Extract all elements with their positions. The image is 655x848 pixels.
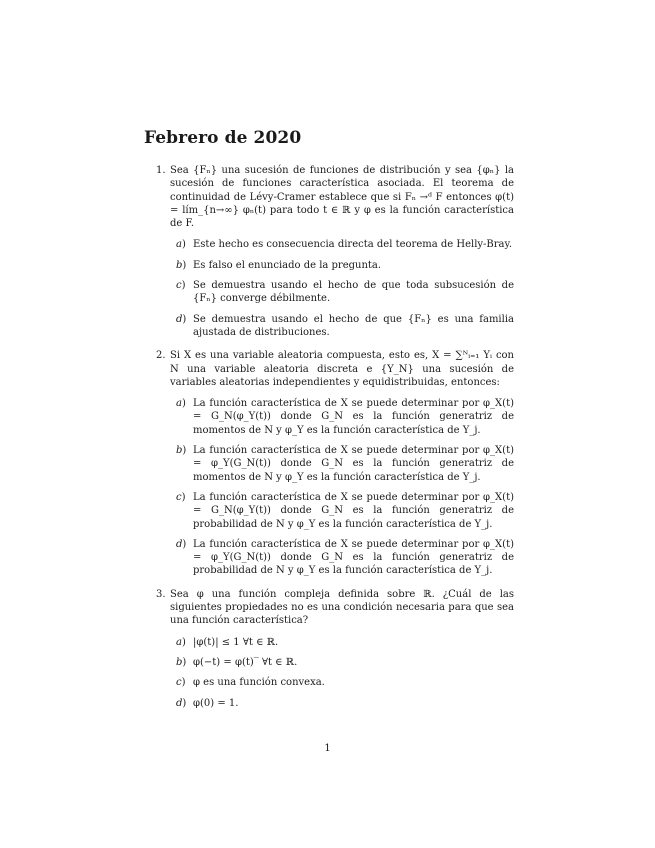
option-b [170, 444, 514, 484]
option-text: φ es una función convexa. [193, 677, 325, 689]
question-number: 3. [156, 588, 166, 600]
question-2 [144, 349, 514, 577]
option-letter: c ) [176, 491, 186, 504]
option-letter: d ) [176, 697, 186, 710]
section-title: Febrero de 2020 [144, 128, 302, 148]
question-1 [144, 164, 514, 339]
option-letter: a ) [176, 636, 186, 649]
option-letter: d ) [176, 538, 186, 551]
options-list [170, 636, 514, 710]
page-number: 1 [324, 743, 331, 754]
option-b [170, 259, 514, 272]
option-text: φ(0) = 1. [193, 697, 239, 709]
option-d [170, 538, 514, 578]
question-number: 1. [156, 165, 166, 176]
option-text: La función característica de X se puede determinar por φ_X(t) = G_N(φ_Y(t)) donde G_N es la función generatriz de momentos de N y φ_Y es la función característica de Y_j. [193, 398, 514, 436]
question-text: Si X es una variable aleatoria compuesta, esto es, X = ∑ᴺᵢ₌₁ Yᵢ con N una variable aleatoria discreta e {Y_N} una sucesión de variables aleatorias independientes y equidistribuidas, entonces: [170, 350, 514, 388]
option-text: La función característica de X se puede determinar por φ_X(t) = φ_Y(G_N(t)) donde G_N es la función generatriz de probabilidad de N y φ_Y es la función característica de Y_j. [193, 538, 514, 577]
option-letter: d ) [176, 313, 186, 326]
option-a [170, 636, 514, 649]
question-text: Sea φ una función compleja definida sobre ℝ. ¿Cuál de las siguientes propiedades no es una condición necesaria para que sea una función característica? [170, 588, 514, 627]
option-text: La función característica de X se puede determinar por φ_X(t) = G_N(φ_Y(t)) donde G_N es la función generatriz de probabilidad de N y φ_Y es la función característica de Y_j. [193, 491, 514, 530]
option-d [170, 697, 514, 710]
option-letter: b ) [176, 259, 186, 272]
document-page [144, 128, 514, 720]
question-number: 2. [156, 350, 166, 362]
option-letter: c ) [176, 279, 186, 292]
option-d [170, 313, 514, 340]
option-c [170, 491, 514, 531]
option-text: Se demuestra usando el hecho de que {Fₙ} es una familia ajustada de distribuciones. [193, 313, 514, 338]
option-text: |φ(t)| ≤ 1 ∀t ∈ ℝ. [193, 636, 279, 648]
option-letter: b ) [176, 656, 186, 669]
option-letter: c ) [176, 676, 186, 689]
option-letter: a ) [176, 397, 186, 410]
option-b [170, 656, 514, 669]
options-list [170, 397, 514, 578]
option-c [170, 676, 514, 689]
option-text: La función característica de X se puede determinar por φ_X(t) = φ_Y(G_N(t)) donde G_N es la función generatriz de momentos de N y φ_Y es la función característica de Y_j. [193, 445, 514, 483]
option-text: Este hecho es consecuencia directa del teorema de Helly-Bray. [193, 239, 513, 251]
option-a [170, 238, 514, 251]
question-3 [144, 588, 514, 710]
option-letter: a ) [176, 238, 186, 251]
option-text: Es falso el enunciado de la pregunta. [193, 259, 382, 271]
option-text: φ(−t) = φ(t)‾ ∀t ∈ ℝ. [193, 656, 298, 668]
option-c [170, 279, 514, 306]
options-list [170, 238, 514, 339]
option-a [170, 397, 514, 437]
option-letter: b ) [176, 444, 186, 457]
option-text: Se demuestra usando el hecho de que toda subsucesión de {Fₙ} converge débilmente. [193, 280, 514, 305]
question-text: Sea {Fₙ} una sucesión de funciones de distribución y sea {φₙ} la sucesión de funciones característica asociada. El teorema de continuidad de Lévy-Cramer establece que si Fₙ →ᵈ F entonces φ(t) = lím_{n→∞} φₙ(t) para todo t ∈ ℝ y φ es la función característica de F. [170, 165, 514, 230]
